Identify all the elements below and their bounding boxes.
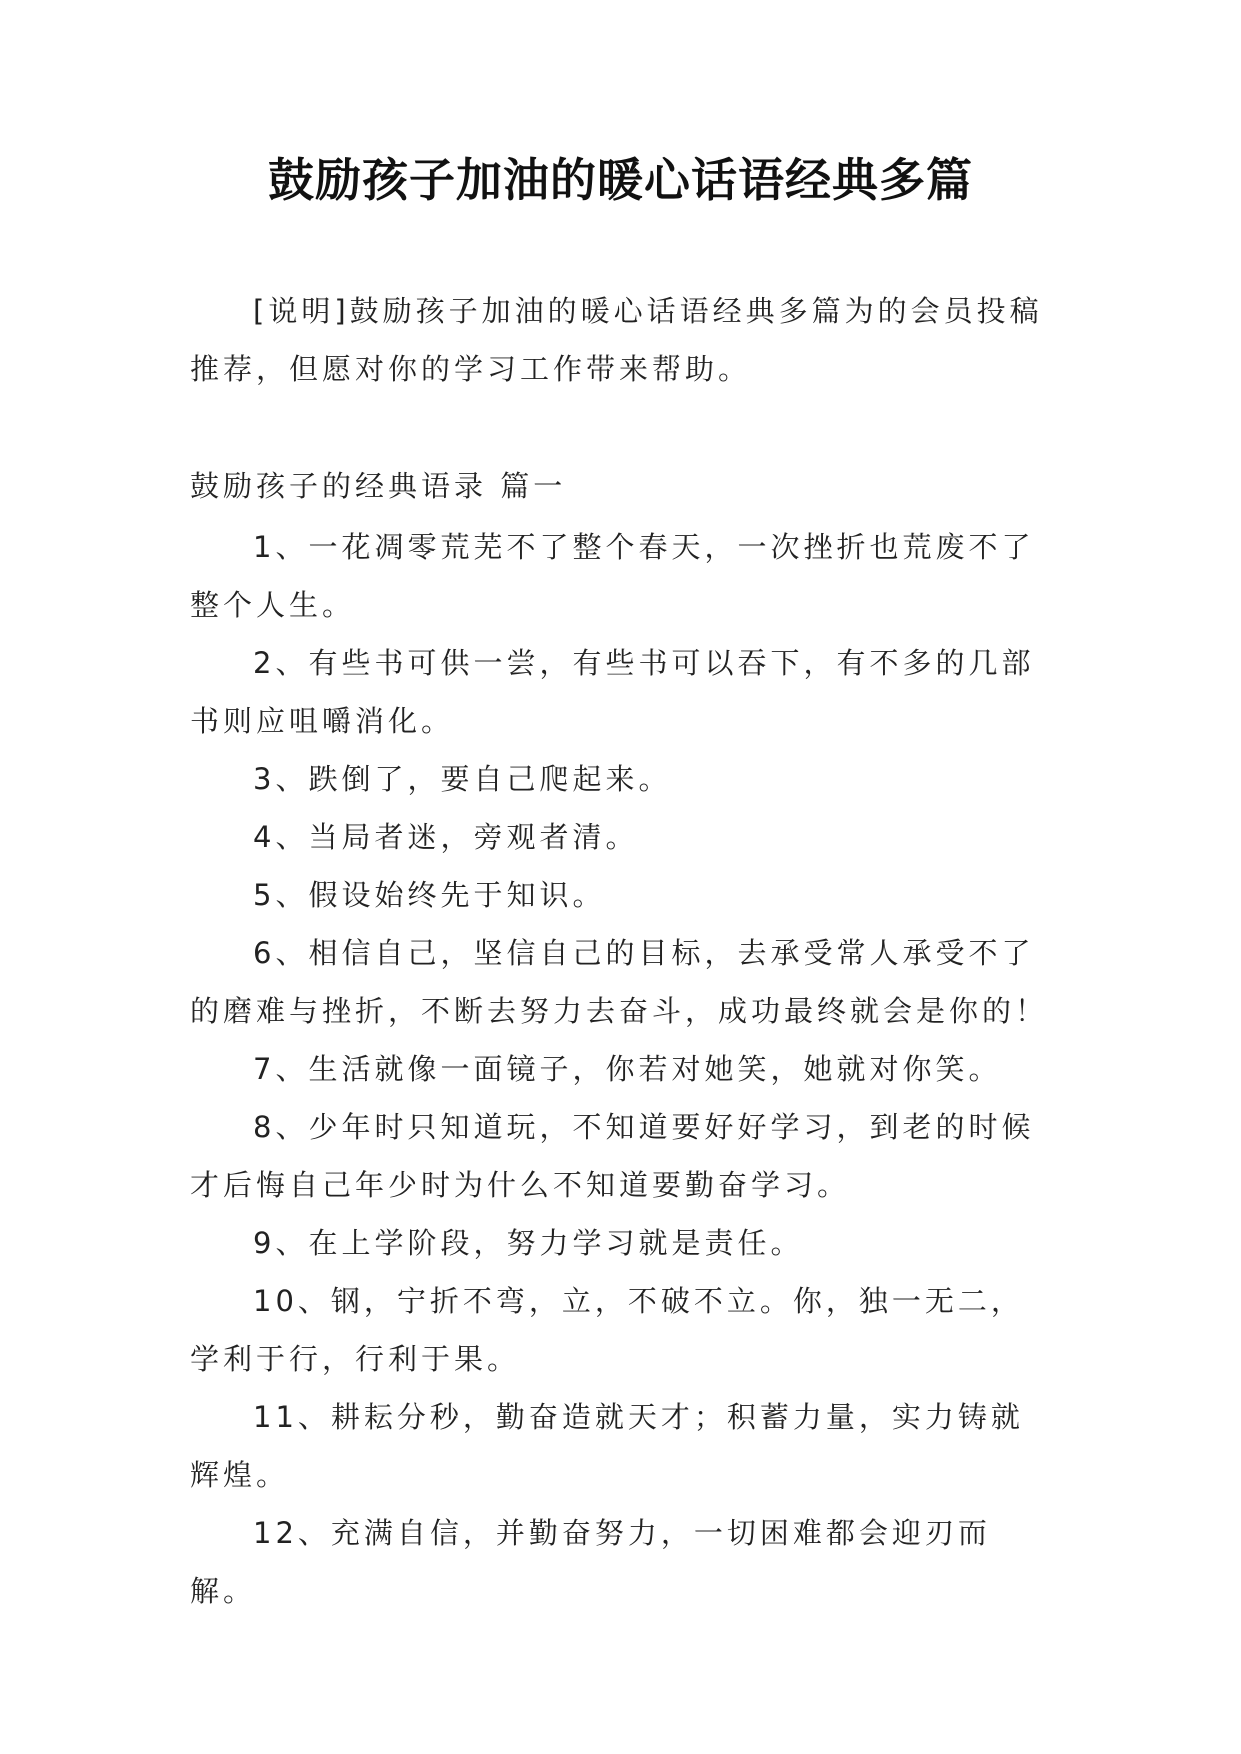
quote-list bbox=[190, 518, 1052, 1620]
quote-item-12: 12、充满自信，并勤奋努力，一切困难都会迎刃而解。 bbox=[190, 1516, 991, 1608]
quote-item-3: 3、跌倒了，要自己爬起来。 bbox=[253, 762, 672, 796]
quote-item-4: 4、当局者迷，旁观者清。 bbox=[253, 820, 639, 854]
quote-item-8: 8、少年时只知道玩，不知道要好好学习，到老的时候才后悔自己年少时为什么不知道要勤奋学习。 bbox=[190, 1110, 1035, 1202]
quote-item-11: 11、耕耘分秒，勤奋造就天才；积蓄力量，实力铸就辉煌。 bbox=[190, 1400, 1024, 1492]
quote-item-9: 9、在上学阶段，努力学习就是责任。 bbox=[253, 1226, 804, 1260]
document-title: 鼓励孩子加油的暖心话语经典多篇 bbox=[268, 153, 973, 207]
quote-item-10: 10、钢，宁折不弯，立，不破不立。你，独一无二，学利于行，行利于果。 bbox=[190, 1284, 1024, 1376]
quote-item-1: 1、一花凋零荒芜不了整个春天，一次挫折也荒废不了整个人生。 bbox=[190, 530, 1035, 622]
intro-paragraph: [说明]鼓励孩子加油的暖心话语经典多篇为的会员投稿推荐，但愿对你的学习工作带来帮助。 bbox=[190, 294, 1043, 386]
quote-item-7: 7、生活就像一面镜子，你若对她笑，她就对你笑。 bbox=[253, 1052, 1002, 1086]
quote-item-6: 6、相信自己，坚信自己的目标，去承受常人承受不了的磨难与挫折，不断去努力去奋斗，成功最终就会是你的！ bbox=[190, 936, 1049, 1028]
section-heading: 鼓励孩子的经典语录 篇一 bbox=[190, 469, 567, 503]
quote-item-5: 5、假设始终先于知识。 bbox=[253, 878, 606, 912]
quote-item-2: 2、有些书可供一尝，有些书可以吞下，有不多的几部书则应咀嚼消化。 bbox=[190, 646, 1035, 738]
